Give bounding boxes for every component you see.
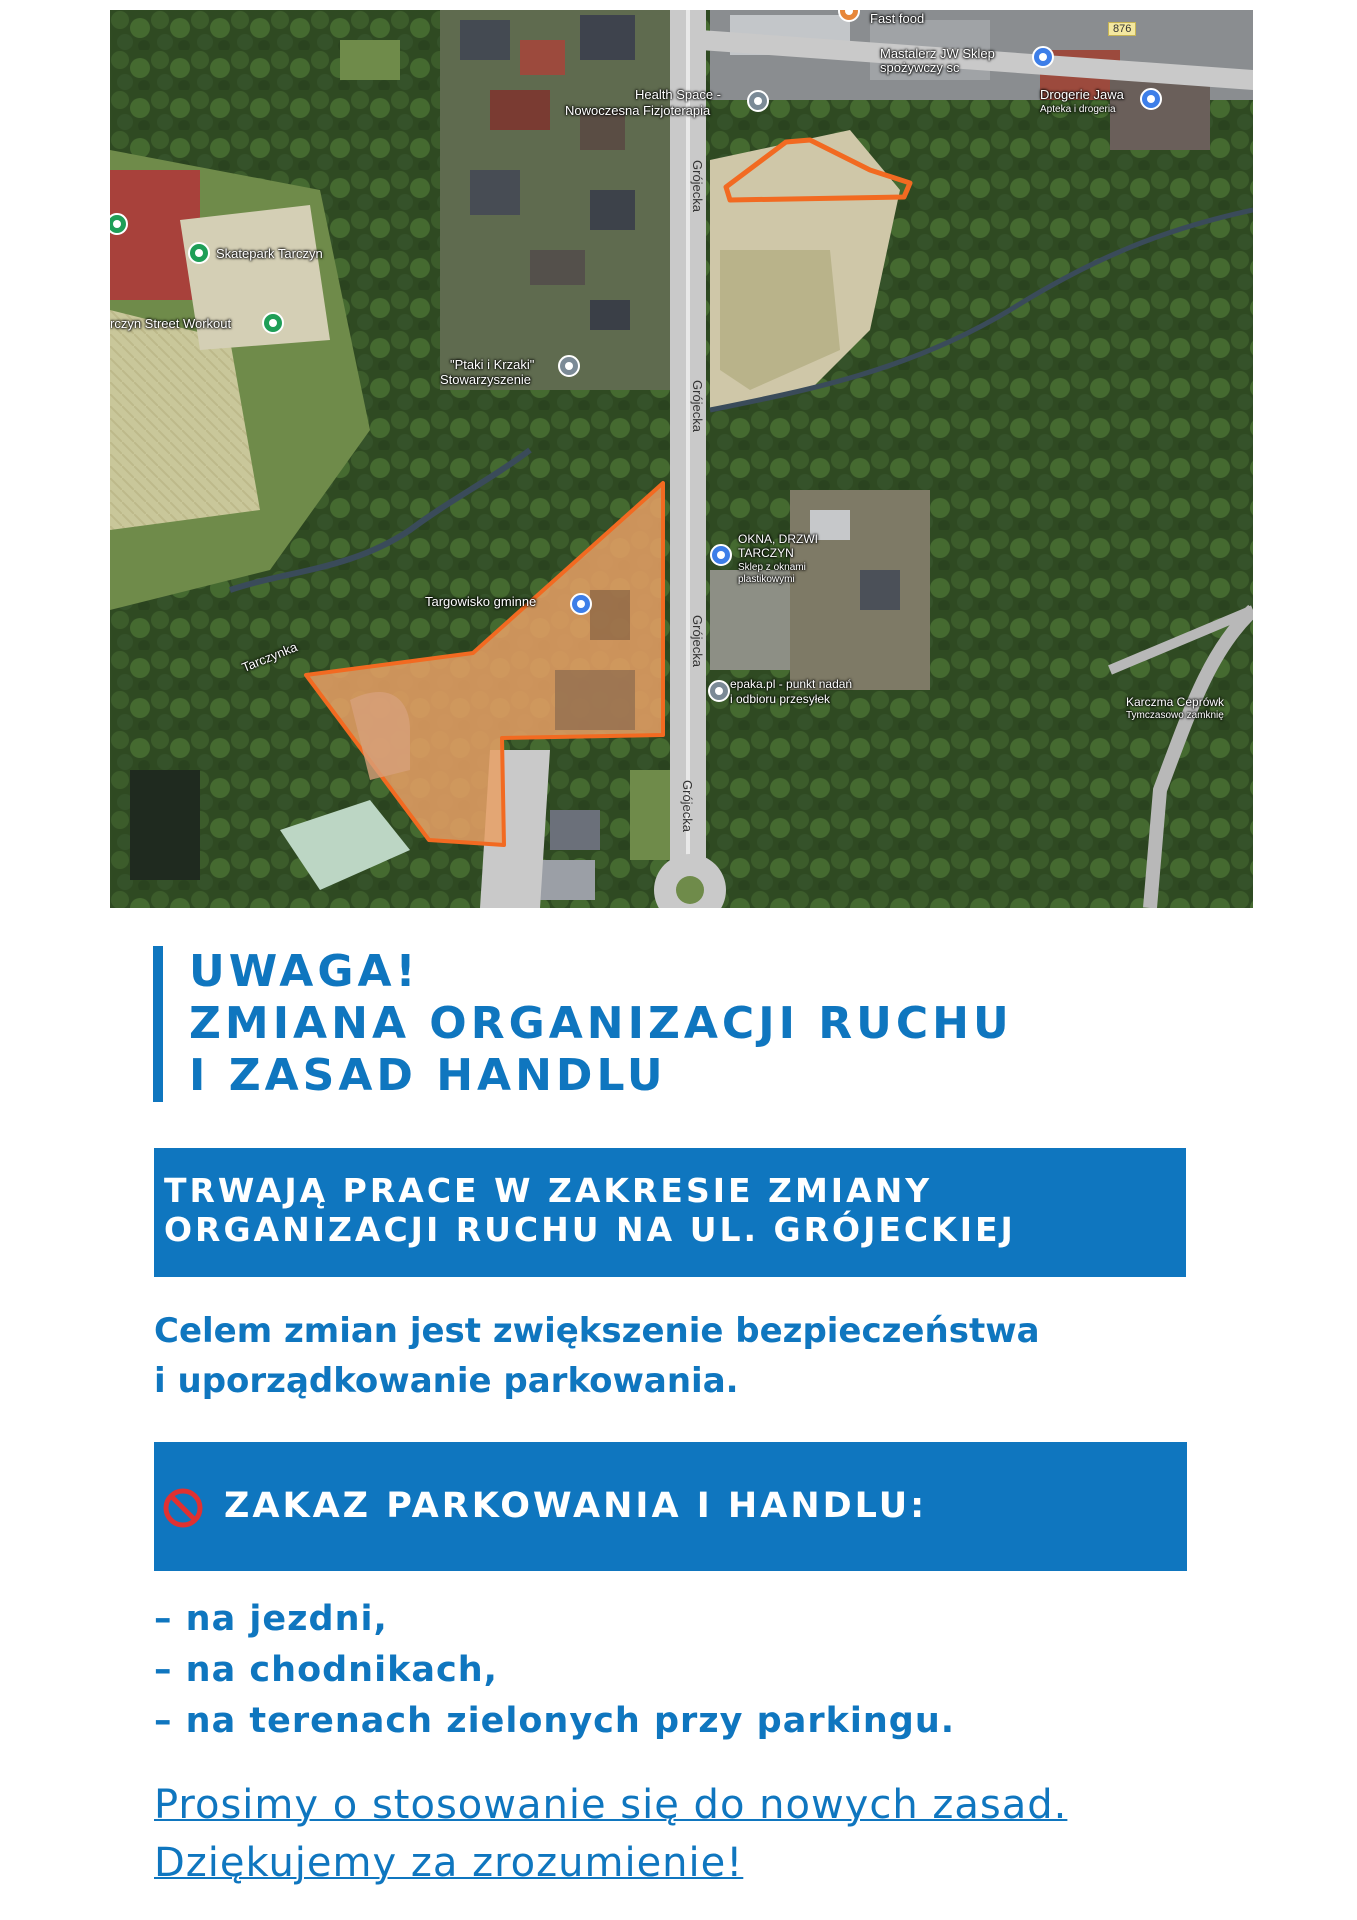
- road-label-3: Grójecka: [690, 615, 705, 668]
- map-label-karczma-sub: Tymczasowo zamknię: [1126, 710, 1224, 721]
- map-label-karczma: Karczma Ceprówk: [1126, 695, 1225, 709]
- map-label-health-sub: Nowoczesna Fizjoterapia: [565, 103, 711, 118]
- map-label-epaka: epaka.pl - punkt nadań: [730, 677, 853, 691]
- shop-icon[interactable]: [1032, 46, 1054, 68]
- map-label-ptaki: "Ptaki i Krzaki": [450, 357, 535, 372]
- list-item: – na chodnikach,: [154, 1650, 498, 1690]
- headline-line-2: ZMIANA ORGANIZACJI RUCHU: [189, 998, 1013, 1049]
- notice-banner: [154, 1148, 1186, 1277]
- map-label-shop: Mastalerz JW Sklep spożywczy sc: [880, 46, 995, 75]
- map-label-health: Health Space -: [635, 87, 721, 102]
- pharmacy-icon[interactable]: [1140, 88, 1162, 110]
- list-item: – na jezdni,: [154, 1599, 388, 1639]
- market-icon[interactable]: [570, 593, 592, 615]
- map-label-epaka-sub: i odbioru przesyłek: [730, 692, 831, 706]
- prohibition-list: [154, 1594, 1234, 1747]
- map-label-workout: rczyn Street Workout: [110, 316, 232, 331]
- map-imagery: [110, 10, 1253, 908]
- map-label-fast-food: Fast food: [870, 11, 925, 26]
- health-icon[interactable]: [747, 90, 769, 112]
- map-label-drogerie-sub: Apteka i drogeria: [1040, 104, 1116, 115]
- purpose-line-1: Celem zmian jest zwiększenie bezpieczeństwa: [154, 1311, 1040, 1351]
- map-label-okna: OKNA, DRZWI: [738, 532, 818, 546]
- map-label-targowisko: Targowisko gminne: [425, 594, 537, 609]
- community-icon[interactable]: [558, 355, 580, 377]
- parcel-icon[interactable]: [708, 680, 730, 702]
- skatepark-icon[interactable]: [188, 242, 210, 264]
- workout-icon[interactable]: [262, 312, 284, 334]
- prohibition-banner: [154, 1442, 1187, 1571]
- map-label-okna-sub2: plastikowymi: [738, 574, 795, 585]
- closing-line-1: Prosimy o stosowanie się do nowych zasad.: [154, 1782, 1068, 1828]
- headline-line-3: I ZASAD HANDLU: [189, 1050, 667, 1101]
- road-label-2: Grójecka: [690, 380, 705, 433]
- road-label-4: Grójecka: [680, 780, 695, 833]
- satellite-map: [110, 10, 1253, 908]
- purpose-text: [154, 1306, 1234, 1406]
- map-label-okna-sub: Sklep z oknami: [738, 562, 806, 573]
- map-label-tarczynka: Tarczynka: [239, 639, 300, 675]
- closing-text: [154, 1776, 1304, 1892]
- map-label-ptaki-sub: Stowarzyszenie: [440, 372, 532, 387]
- no-entry-icon: [162, 1487, 204, 1529]
- road-label-1: Grójecka: [690, 160, 705, 213]
- notice-line-2: ORGANIZACJI RUCHU NA UL. GRÓJECKIEJ: [164, 1210, 1016, 1249]
- road-number-badge: 876: [1108, 22, 1136, 36]
- headline: [153, 946, 1239, 1102]
- map-label-drogerie: Drogerie Jawa: [1040, 87, 1124, 102]
- store-icon[interactable]: [710, 544, 732, 566]
- map-label-okna-2: TARCZYN: [738, 546, 794, 560]
- headline-line-1: UWAGA!: [189, 946, 420, 997]
- map-label-skatepark: Skatepark Tarczyn: [216, 246, 323, 261]
- purpose-line-2: i uporządkowanie parkowania.: [154, 1361, 739, 1401]
- closing-line-2: Dziękujemy za zrozumienie!: [154, 1840, 744, 1886]
- notice-line-1: TRWAJĄ PRACE W ZAKRESIE ZMIANY: [164, 1171, 933, 1210]
- prohibition-label: ZAKAZ PARKOWANIA I HANDLU:: [224, 1486, 928, 1526]
- list-item: – na terenach zielonych przy parkingu.: [154, 1701, 956, 1741]
